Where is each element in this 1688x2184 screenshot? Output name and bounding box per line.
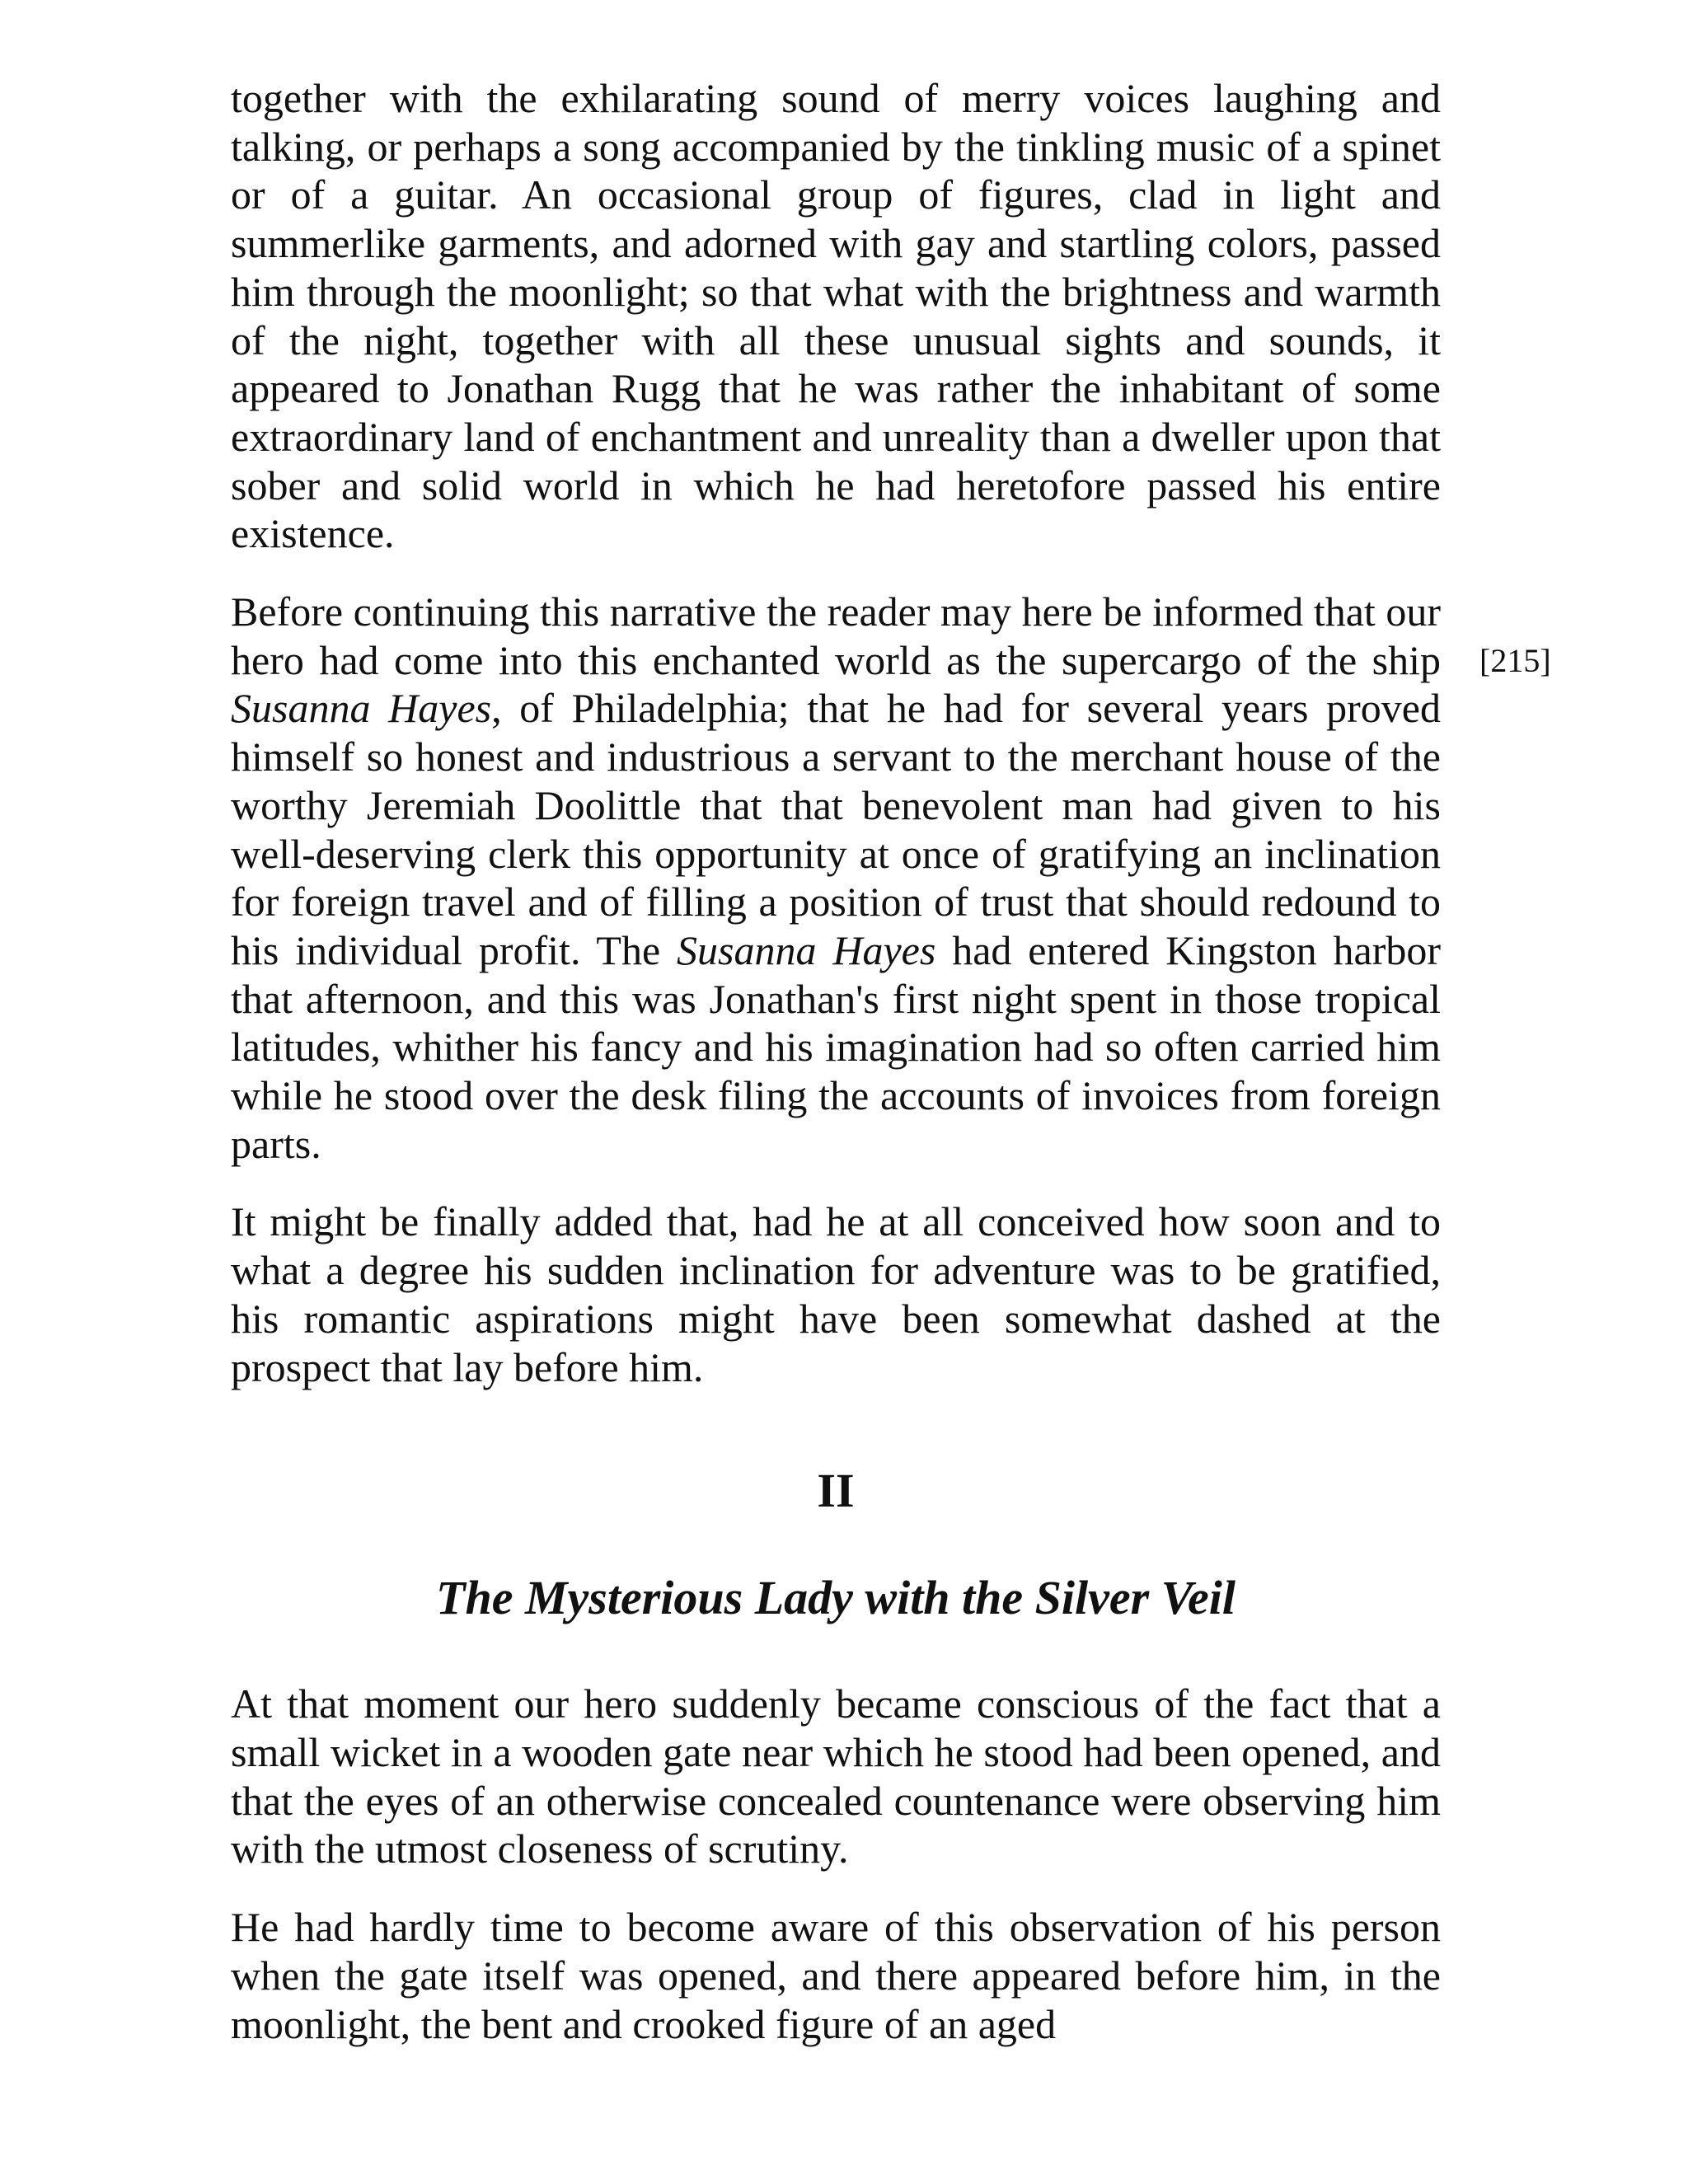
chapter-number: II [817, 1464, 855, 1518]
paragraph-5: He had hardly time to become aware of this observation of his person when the gate itself was opened, and there appeared before him, in the moonlight, the bent and crooked figure of an aged [231, 1904, 1441, 2047]
ship-name-1: Susanna Hayes [231, 685, 492, 732]
paragraph-3: It might be finally added that, had he at all conceived how soon and to what a degree his sudden inclination for adventure was to be gratified, his romantic aspirations might have been somewhat dashed at the prospect that lay before him. [231, 1198, 1441, 1390]
paragraph-2-part-1: Before continuing this narrative the reader may here be informed that our hero had come into this enchanted world as the supercargo of the ship [231, 588, 1441, 683]
paragraph-4: At that moment our hero suddenly became conscious of the fact that a small wicket in a wooden gate near which he stood had been opened, and that the eyes of an otherwise concealed countenance were observing him with the utmost closeness of scrutiny. [231, 1680, 1441, 1872]
chapter-title: The Mysterious Lady with the Silver Veil [436, 1571, 1236, 1625]
paragraph-2 [231, 588, 1441, 1168]
paragraph-2-part-2: , of Philadelphia; that he had for several years proved himself so honest and industrious a servant to the merchant house of the worthy Jeremiah Doolittle that that benevolent man had given to his well-deserving clerk this opportunity at once of gratifying an inclination for foreign travel and of filling a position of trust that should redound to his individual profit. The [231, 685, 1441, 973]
paragraph-1: together with the exhilarating sound of merry voices laughing and talking, or perhaps a song accompanied by the tinkling music of a spinet or of a guitar. An occasional group of figures, clad in light and summerlike garments, and adorned with gay and startling colors, passed him through the moonlight; so that what with the brightness and warmth of the night, together with all these unusual sights and sounds, it appeared to Jonathan Rugg that he was rather the inhabitant of some extraordinary land of enchantment and unreality than a dweller upon that sober and solid world in which he had heretofore passed his entire existence. [231, 75, 1441, 557]
page-body [231, 74, 1441, 2048]
paragraph-2-part-3: had entered Kingston harbor that afternoon, and this was Jonathan's first night spent in those tropical latitudes, whither his fancy and his imagination had so often carried him while he stood over the desk filing the accounts of invoices from foreign parts. [231, 926, 1441, 1167]
ship-name-2: Susanna Hayes [677, 926, 936, 973]
page-number: [215] [1479, 642, 1551, 679]
